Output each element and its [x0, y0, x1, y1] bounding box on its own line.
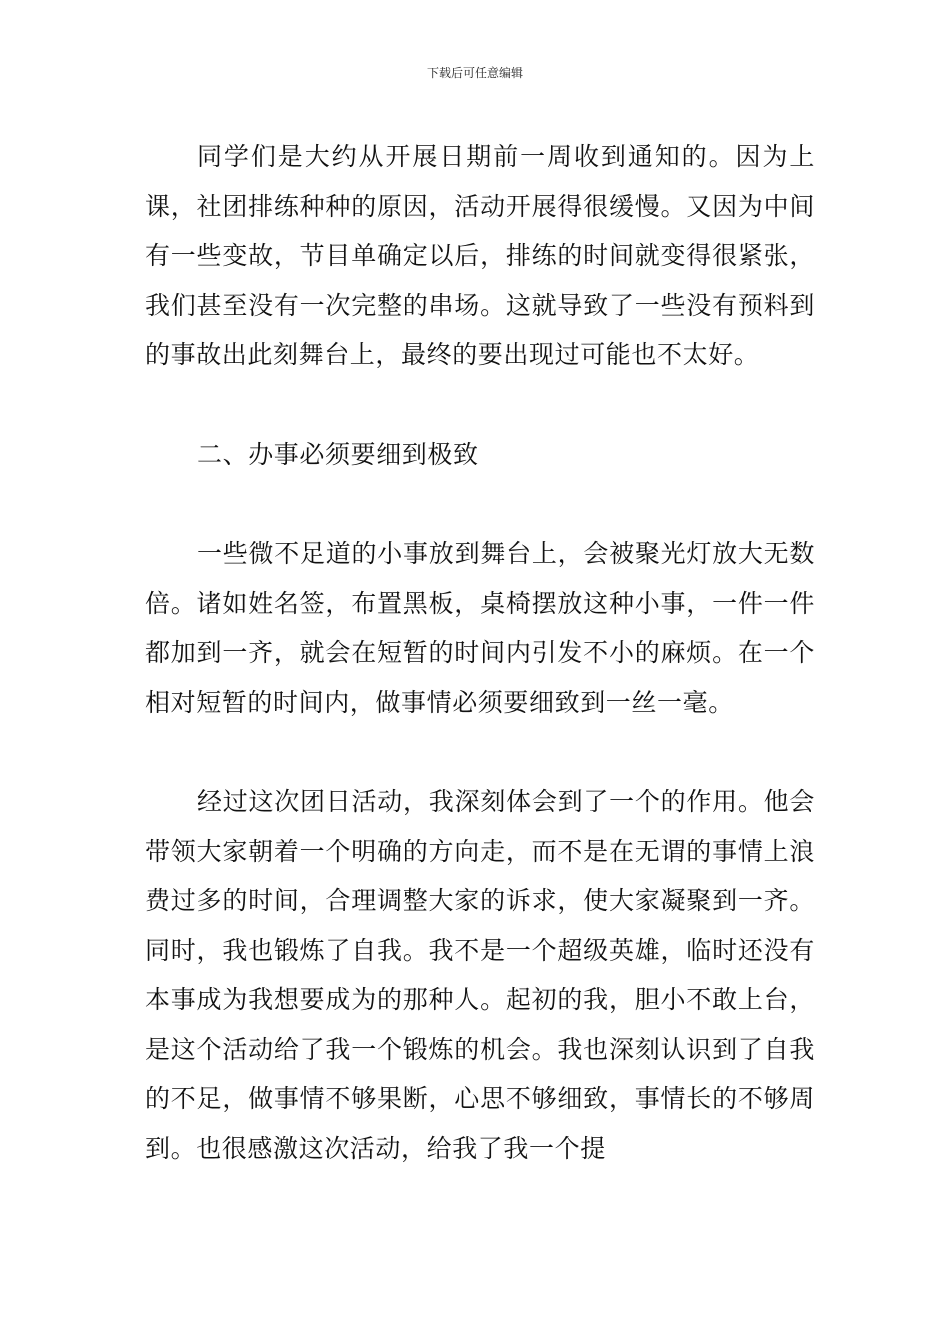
- paragraph-reflection: 经过这次团日活动，我深刻体会到了一个的作用。他会带领大家朝着一个明确的方向走，而不是在无谓的事情上浪费过多的时间，合理调整大家的诉求，使大家凝聚到一齐。同时，我也锻炼了自我。我不是一个超级英雄，临时还没有本事成为我想要成为的那种人。起初的我，胆小不敢上台，是这个活动给了我一个锻炼的机会。我也深刻认识到了自我的不足，做事情不够果断，心思不够细致，事情长的不够周到。也很感激这次活动，给我了我一个提: [145, 787, 815, 1163]
- section-heading: 二、办事必须要细到极致: [197, 439, 479, 469]
- document-body: [145, 132, 815, 1173]
- paragraph-details: 一些微不足道的小事放到舞台上，会被聚光灯放大无数倍。诸如姓名签，布置黑板，桌椅摆放这种小事，一件一件都加到一齐，就会在短暂的时间内引发不小的麻烦。在一个相对短暂的时间内，做事情必须要细致到一丝一毫。: [145, 539, 815, 717]
- paragraph-preparation: 同学们是大约从开展日期前一周收到通知的。因为上课，社团排练种种的原因，活动开展得很缓慢。又因为中间有一些变故，节目单确定以后，排练的时间就变得很紧张，我们甚至没有一次完整的串场。这就导致了一些没有预料到的事故出此刻舞台上，最终的要出现过可能也不太好。: [145, 142, 815, 369]
- page-header: 下载后可任意编辑: [426, 66, 523, 80]
